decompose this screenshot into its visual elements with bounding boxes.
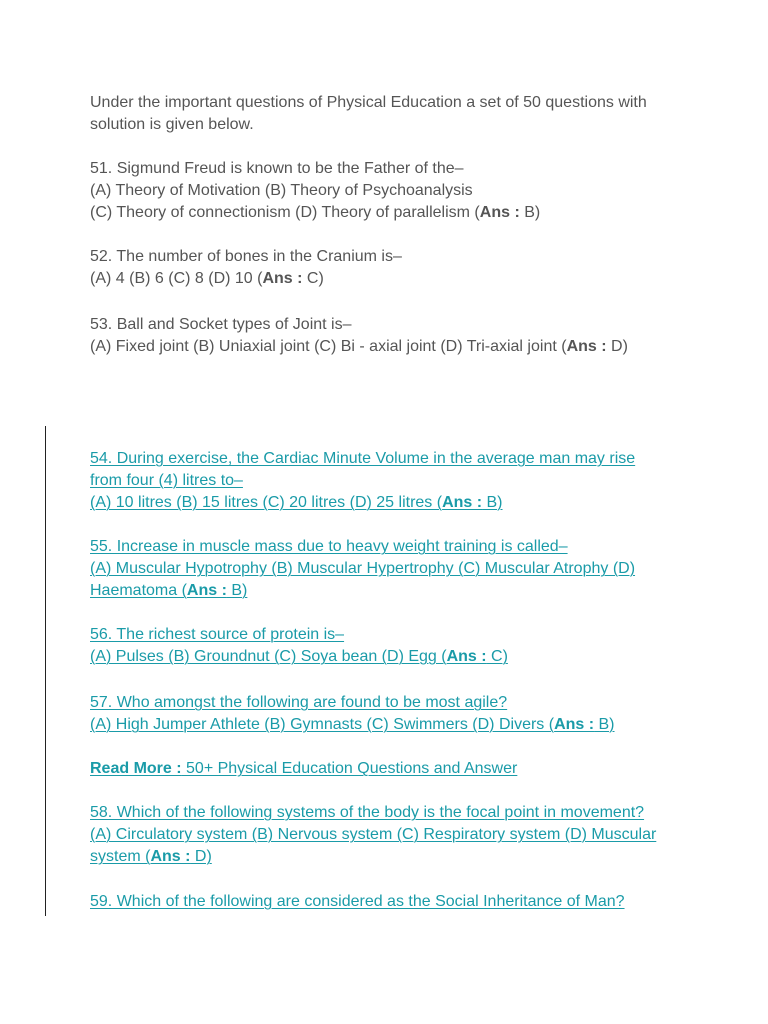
question-52-text: 52. The number of bones in the Cranium is– — [90, 248, 402, 265]
read-more-link-text: 50+ Physical Education Questions and Answer — [181, 760, 518, 777]
answer-label: Ans : — [554, 716, 595, 733]
question-56-link[interactable] — [90, 624, 690, 668]
answer-label: Ans : — [186, 582, 227, 599]
read-more — [90, 758, 690, 780]
intro-paragraph — [90, 92, 690, 136]
question-57-link[interactable] — [90, 692, 690, 736]
question-58-options-1[interactable]: (A) Circulatory system (B) Nervous system (C) Respiratory system (D) Muscular — [90, 826, 657, 843]
question-53-answer: D) — [606, 338, 628, 355]
question-59-link[interactable] — [90, 891, 690, 913]
intro-line-2: solution is given below. — [90, 116, 254, 133]
left-margin-rule — [45, 426, 46, 916]
question-57-options — [90, 714, 690, 736]
question-58-link[interactable] — [90, 802, 690, 868]
question-51-options-2 — [90, 202, 690, 224]
read-more-label: Read More : — [90, 760, 182, 777]
question-56-question[interactable]: 56. The richest source of protein is– — [90, 626, 345, 643]
question-51-answer: B) — [519, 204, 541, 221]
question-54-answer: B) — [482, 494, 503, 511]
question-56-options-link[interactable] — [90, 648, 508, 665]
question-59-question[interactable]: 59. Which of the following are considered as the Social Inheritance of Man? — [90, 893, 625, 910]
question-56-text-line — [90, 624, 690, 646]
question-53-text: 53. Ball and Socket types of Joint is– — [90, 316, 352, 333]
question-55-answer: B) — [226, 582, 248, 599]
question-57-options-link[interactable] — [90, 716, 615, 733]
question-58-answer: D) — [190, 848, 212, 865]
question-53-options-text: (A) Fixed joint (B) Uniaxial joint (C) Bi - axial joint (D) Tri-axial joint ( — [90, 338, 567, 355]
question-56-options-text: (A) Pulses (B) Groundnut (C) Soya bean (D) Egg ( — [90, 648, 447, 665]
question-55-options-line-2 — [90, 580, 690, 602]
question-52-answer: C) — [302, 270, 324, 287]
question-58-options-line-1 — [90, 824, 690, 846]
question-59-text-line — [90, 891, 690, 913]
question-52-options-text: (A) 4 (B) 6 (C) 8 (D) 10 ( — [90, 270, 263, 287]
question-54-text-line-2 — [90, 470, 690, 492]
question-58-options-2-text: system ( — [90, 848, 151, 865]
question-58-text-line — [90, 802, 690, 824]
question-54-options — [90, 492, 690, 514]
question-55-options-1[interactable]: (A) Muscular Hypotrophy (B) Muscular Hypertrophy (C) Muscular Atrophy (D) — [90, 560, 636, 577]
question-54-options-link[interactable] — [90, 494, 503, 511]
question-57-text-line — [90, 692, 690, 714]
intro-line-1: Under the important questions of Physical Education a set of 50 questions with — [90, 94, 647, 111]
question-55-text-line — [90, 536, 690, 558]
question-55-question[interactable]: 55. Increase in muscle mass due to heavy weight training is called– — [90, 538, 568, 555]
question-54-link[interactable] — [90, 448, 690, 514]
question-53-options — [90, 336, 690, 358]
answer-label: Ans : — [262, 270, 303, 287]
question-51-text: 51. Sigmund Freud is known to be the Father of the– — [90, 160, 464, 177]
question-55-link[interactable] — [90, 536, 690, 602]
question-52 — [90, 246, 690, 290]
answer-label: Ans : — [150, 848, 191, 865]
question-55-options-line-1 — [90, 558, 690, 580]
question-55-options-2-text: Haematoma ( — [90, 582, 187, 599]
question-57-options-text: (A) High Jumper Athlete (B) Gymnasts (C) Swimmers (D) Divers ( — [90, 716, 555, 733]
question-51-options-2-text: (C) Theory of connectionism (D) Theory of parallelism ( — [90, 204, 480, 221]
question-51 — [90, 158, 690, 224]
question-54-text-line-1 — [90, 448, 690, 470]
answer-label: Ans : — [442, 494, 483, 511]
question-56-options — [90, 646, 690, 668]
question-57-answer: B) — [594, 716, 615, 733]
question-58-question[interactable]: 58. Which of the following systems of the body is the focal point in movement? — [90, 804, 645, 821]
answer-label: Ans : — [479, 204, 520, 221]
question-58-options-line-2 — [90, 846, 690, 868]
question-57-question[interactable]: 57. Who amongst the following are found to be most agile? — [90, 694, 508, 711]
answer-label: Ans : — [566, 338, 607, 355]
answer-label: Ans : — [446, 648, 487, 665]
question-53 — [90, 314, 690, 358]
question-55-options-2-link[interactable] — [90, 582, 247, 599]
question-51-options-1: (A) Theory of Motivation (B) Theory of Psychoanalysis — [90, 182, 473, 199]
question-54-options-text: (A) 10 litres (B) 15 litres (C) 20 litres (D) 25 litres ( — [90, 494, 443, 511]
question-54-question-2[interactable]: from four (4) litres to– — [90, 472, 243, 489]
read-more-line — [90, 758, 690, 780]
question-54-question-1[interactable]: 54. During exercise, the Cardiac Minute Volume in the average man may rise — [90, 450, 636, 467]
question-56-answer: C) — [486, 648, 508, 665]
question-58-options-2-link[interactable] — [90, 848, 212, 865]
read-more-link[interactable] — [90, 760, 517, 777]
question-52-options — [90, 268, 690, 290]
